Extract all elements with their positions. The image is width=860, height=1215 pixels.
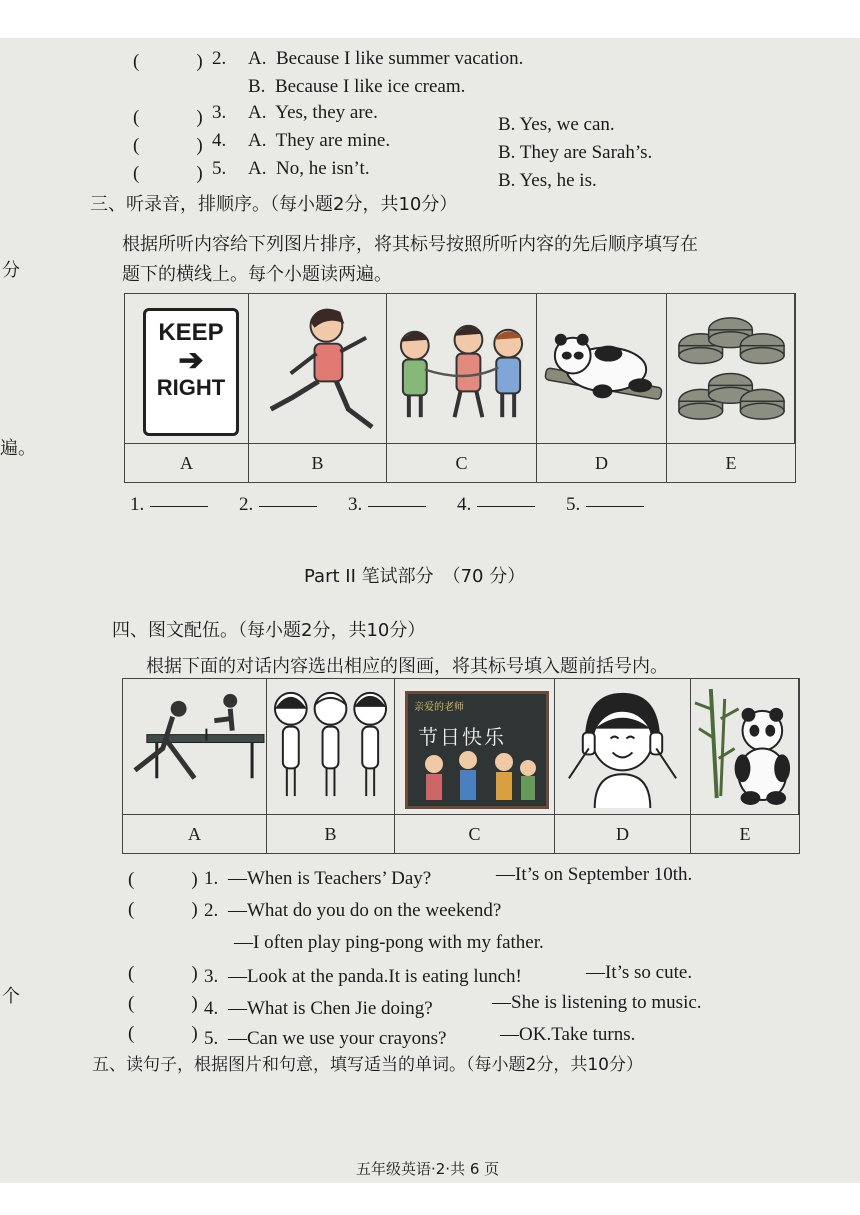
answer-blank[interactable] — [368, 505, 426, 507]
question-number: 1. — [204, 868, 219, 889]
section4-picture-grid — [122, 678, 800, 854]
answer-bracket[interactable]: ( ) — [128, 963, 198, 984]
question-number: 2. — [212, 48, 227, 69]
board-caption: 节日快乐 — [418, 725, 506, 749]
picture-panda-bamboo — [691, 679, 799, 815]
picture-label: A — [123, 815, 267, 853]
board-small-text: 亲爱的老师 — [414, 702, 464, 713]
question-number: 5. — [204, 1028, 219, 1049]
answer-bracket[interactable]: ( ) — [128, 1023, 198, 1044]
picture-three-children — [267, 679, 395, 815]
option-a: A. No, he isn’t. — [248, 158, 370, 179]
picture-label: A — [125, 444, 249, 482]
question-text: —When is Teachers’ Day? — [228, 868, 432, 889]
picture-running-girl — [249, 294, 387, 444]
picture-ping-pong — [123, 679, 267, 815]
part2-title: Part II 笔试部分 （70 分） — [304, 566, 526, 587]
option-a: A. Because I like summer vacation. — [248, 48, 524, 69]
answer-bracket[interactable]: ( ) — [133, 51, 203, 72]
answer-blank[interactable] — [586, 505, 644, 507]
section3-picture-grid — [124, 293, 796, 483]
answer-blank[interactable] — [150, 505, 208, 507]
section4-instruction: 根据下面的对话内容选出相应的图画，将其标号填入题前括号内。 — [146, 656, 668, 677]
answer-bracket[interactable]: ( ) — [128, 869, 198, 890]
section3-instruction: 根据所听内容给下列图片排序，将其标号按照所听内容的先后顺序填写在 — [122, 234, 698, 255]
question-number: 5. — [212, 158, 227, 179]
answer-text: —It’s on September 10th. — [496, 864, 693, 885]
picture-label: C — [395, 815, 555, 853]
section3-instruction: 题下的横线上。每个小题读两遍。 — [122, 264, 392, 285]
question-text: —What do you do on the weekend? — [228, 900, 502, 921]
question-text: —Look at the panda.It is eating lunch! — [228, 966, 522, 987]
picture-sleeping-panda — [537, 294, 667, 444]
answer-bracket[interactable]: ( ) — [133, 107, 203, 128]
option-b: B. Yes, we can. — [498, 114, 615, 135]
picture-label: C — [387, 444, 537, 482]
picture-teachers-day-board — [395, 679, 555, 815]
arrow-right-icon: ➔ — [178, 344, 204, 377]
section3-title: 三、听录音，排顺序。（每小题2分，共10分） — [90, 194, 458, 215]
exam-page — [0, 38, 860, 1183]
option-b: B. Yes, he is. — [498, 170, 597, 191]
answer-blank[interactable] — [259, 505, 317, 507]
picture-girl-headphones — [555, 679, 691, 815]
question-number: 4. — [212, 130, 227, 151]
picture-label: D — [537, 444, 667, 482]
question-text: —I often play ping-pong with my father. — [234, 932, 544, 953]
answer-bracket[interactable]: ( ) — [128, 993, 198, 1014]
picture-keep-right-sign — [125, 294, 249, 444]
picture-label: B — [267, 815, 395, 853]
answer-blank-row: 1. 2. 3. 4. 5. — [130, 494, 644, 516]
page-footer: 五年级英语·2·共 6 页 — [356, 1160, 500, 1178]
section4-title: 四、图文配伍。（每小题2分，共10分） — [112, 620, 426, 641]
picture-mooncakes — [667, 294, 795, 444]
picture-three-kids — [387, 294, 537, 444]
margin-fragment: 分 — [2, 260, 20, 281]
section5-title: 五、读句子，根据图片和句意，填写适当的单词。（每小题2分，共10分） — [92, 1055, 643, 1075]
option-a: A. They are mine. — [248, 130, 391, 151]
margin-fragment: 遍。 — [0, 438, 36, 459]
question-text: —Can we use your crayons? — [228, 1028, 447, 1049]
question-text: —What is Chen Jie doing? — [228, 998, 433, 1019]
option-a: A. Yes, they are. — [248, 102, 378, 123]
answer-bracket[interactable]: ( ) — [133, 135, 203, 156]
answer-bracket[interactable]: ( ) — [128, 899, 198, 920]
picture-label: E — [739, 823, 751, 844]
picture-label: D — [555, 815, 691, 853]
picture-label: B — [249, 444, 387, 482]
sign-text: RIGHT — [156, 375, 226, 400]
question-number: 4. — [204, 998, 219, 1019]
option-b: B. Because I like ice cream. — [248, 76, 466, 97]
answer-bracket[interactable]: ( ) — [133, 163, 203, 184]
question-number: 3. — [212, 102, 227, 123]
answer-text: —It’s so cute. — [586, 962, 693, 983]
sign-text: KEEP — [158, 319, 224, 346]
question-number: 3. — [204, 966, 219, 987]
question-number: 2. — [204, 900, 219, 921]
option-b: B. They are Sarah’s. — [498, 142, 653, 163]
answer-text: —OK.Take turns. — [500, 1024, 636, 1045]
margin-fragment: 个 — [2, 986, 20, 1007]
answer-blank[interactable] — [477, 505, 535, 507]
picture-label: E — [725, 452, 737, 473]
answer-text: —She is listening to music. — [492, 992, 702, 1013]
